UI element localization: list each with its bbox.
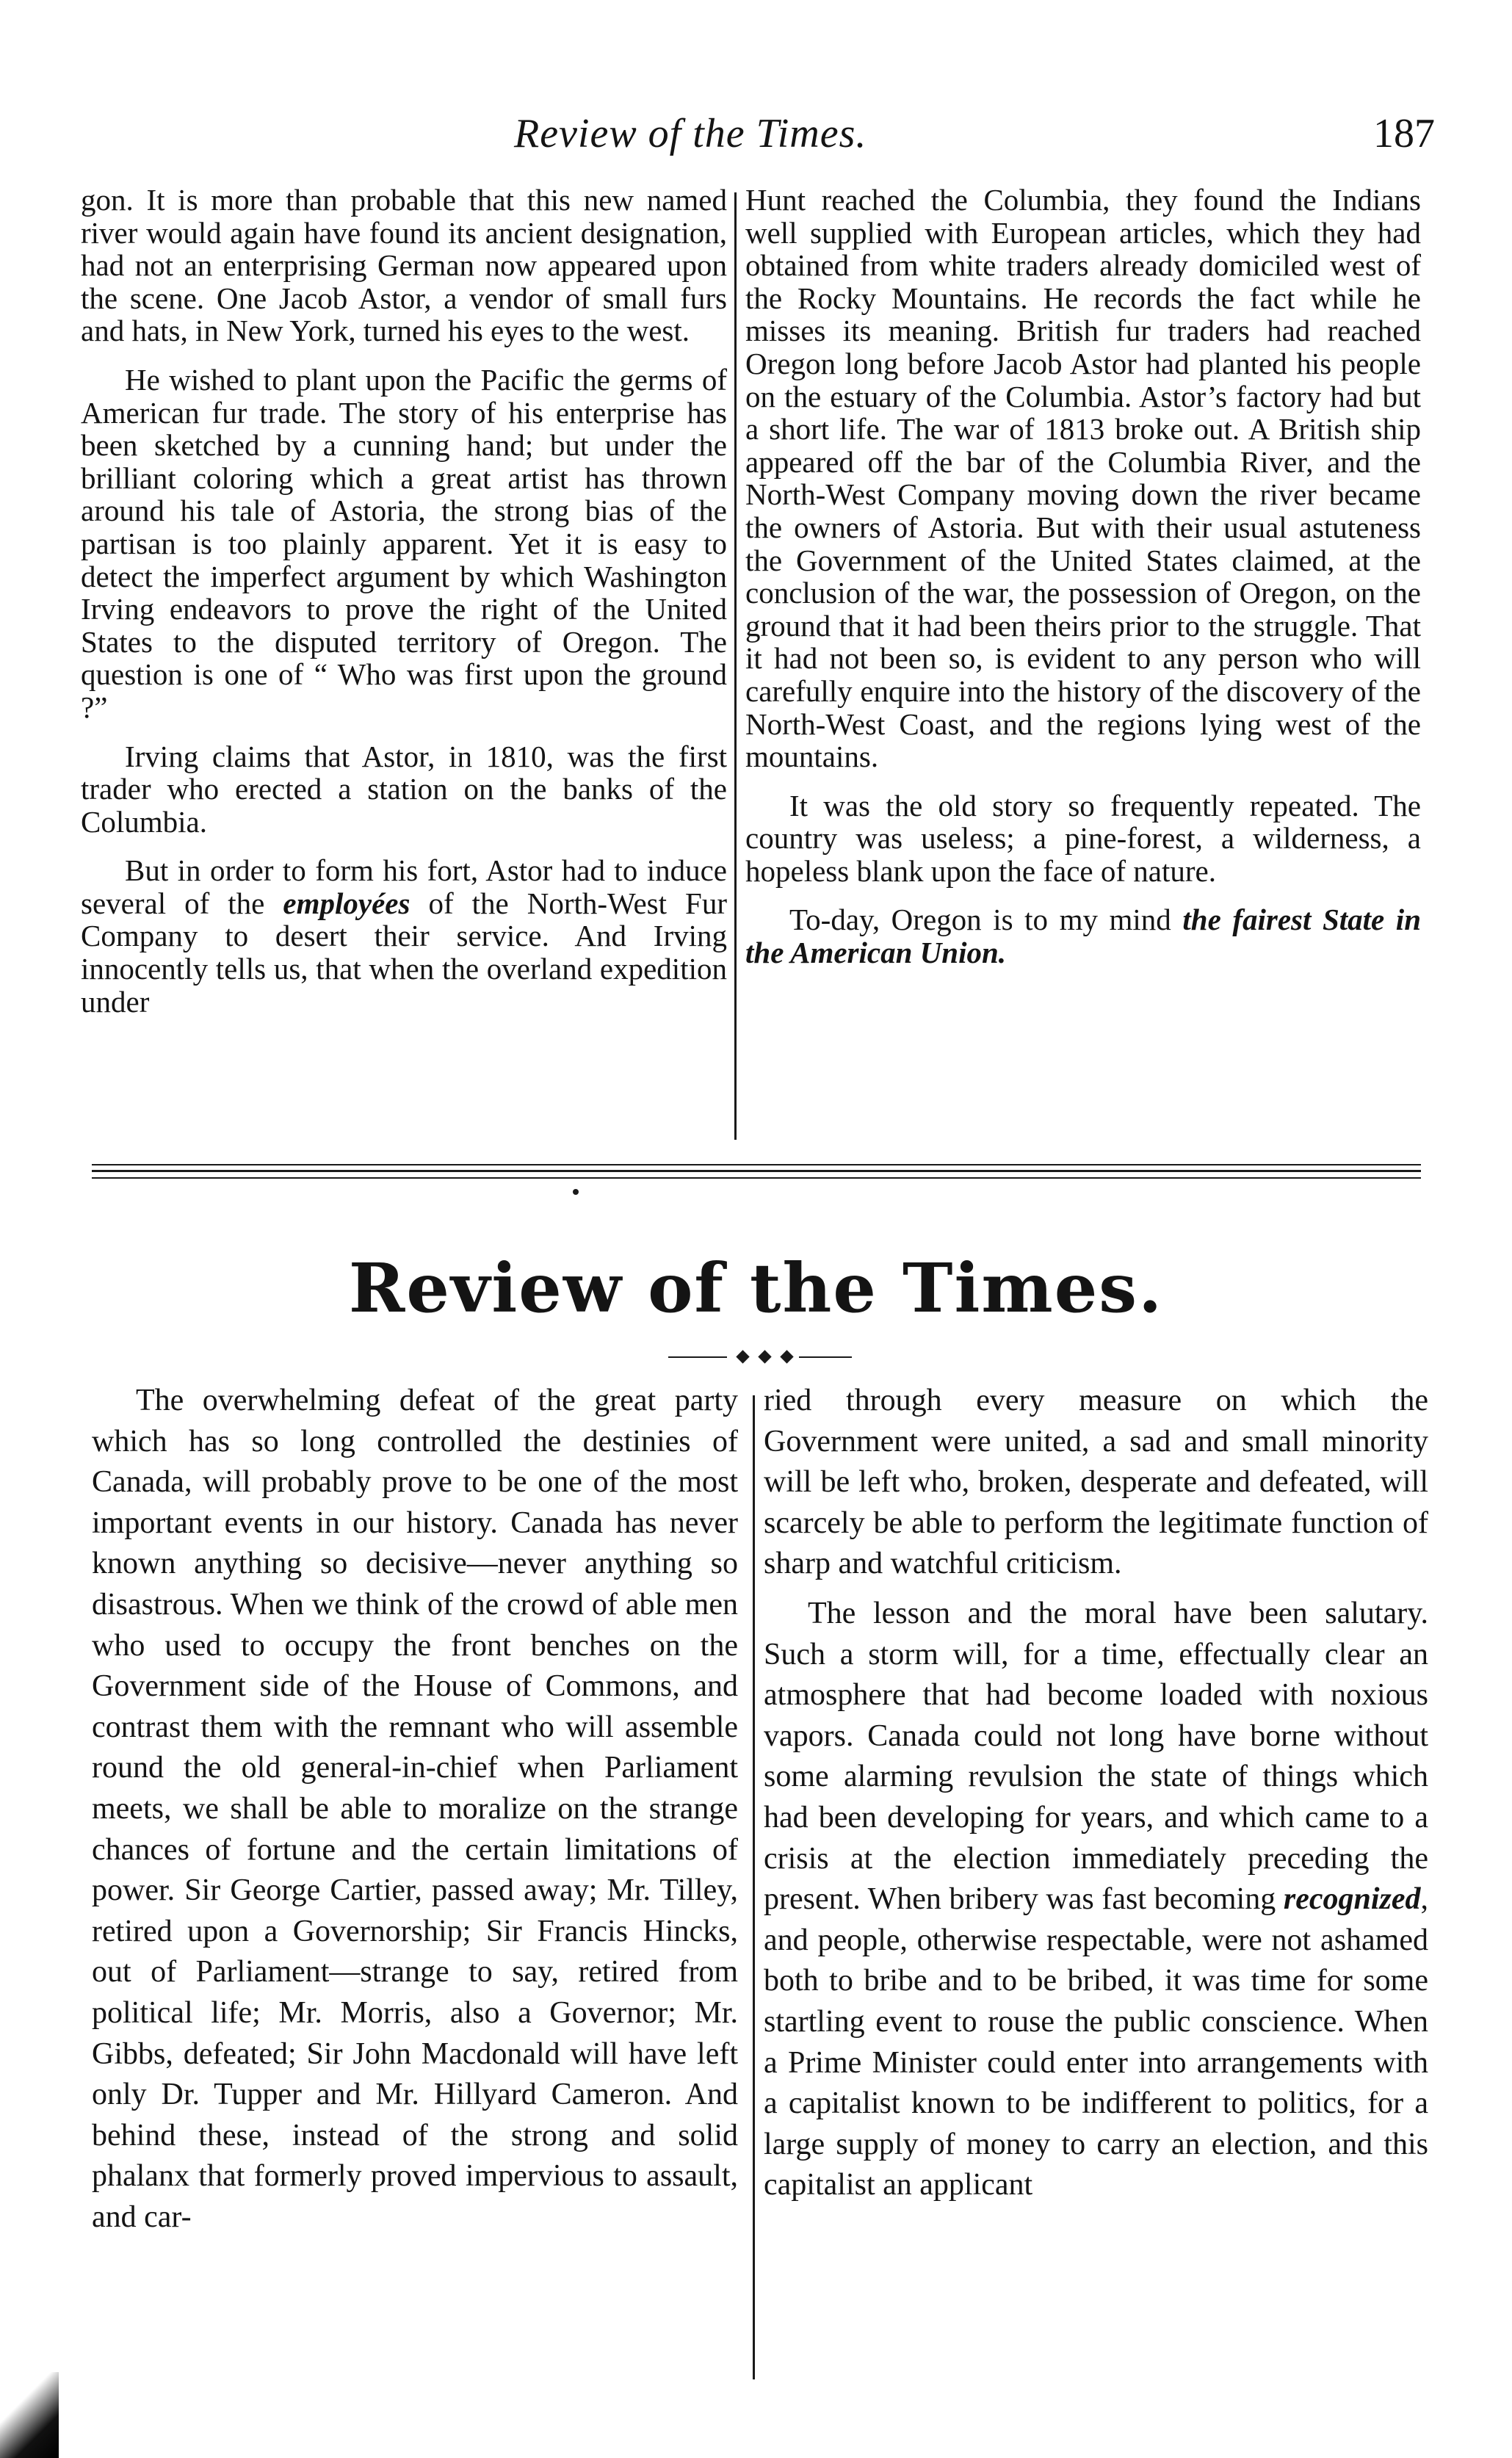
running-title: Review of the Times.: [514, 111, 867, 156]
text-run: The lesson and the moral have been salutary. Such a storm will, for a time, effectually clear an atmosphere that had become loaded with noxious vapors. Canada could not long have borne without some alarming revulsion the state of things which had been developing for years, and which came to a crisis at the election immediately preceding the present. When bribery was fast becoming: [764, 1596, 1428, 1917]
divider-line: [92, 1177, 1421, 1179]
paragraph: gon. It is more than probable that this new named river would again have found its ancient designation, had not an enterprising German now appeared upon the scene. One Jacob Astor, a vendor of small furs and hats, in New York, turned his eyes to the west.: [81, 183, 727, 348]
emphasis: the fairest State in the American Union.: [745, 903, 1421, 970]
paragraph: [764, 1594, 1428, 2206]
paragraph: ried through every measure on which the Government were united, a sad and small minority will be left who, broken, desperate and defeated, will scarcely be able to perform the legitimate function of sharp and watchful criticism.: [764, 1384, 1428, 1581]
paragraph: He wished to plant upon the Pacific the germs of American fur trade. The story of his enterprise has been sketched by a cunning hand; but under the brilliant coloring which a great artist has thrown around his tale of Astoria, the strong bias of the partisan is too plainly apparent. Yet it is easy to detect the imperfect argument by which Washington Irving endeavors to prove the right of the United States to the disputed territory of Oregon. The question is one of “ Who was first upon the ground ?”: [81, 362, 727, 724]
bottom-right-column: [764, 1381, 1428, 2357]
divider-line: [92, 1170, 1421, 1172]
section-title: Review of the Times.: [348, 1248, 1164, 1328]
paragraph: [81, 854, 727, 1018]
emphasis: recognized: [1283, 1882, 1421, 1917]
paragraph: [745, 903, 1421, 969]
ornament-bar: [799, 1356, 852, 1358]
page-fold-shadow: [0, 2372, 59, 2458]
ornament-bar: [668, 1356, 727, 1358]
paragraph: Irving claims that Astor, in 1810, was the first trader who erected a station on the banks of the Columbia.: [81, 739, 727, 839]
divider-line: [92, 1164, 1421, 1165]
page-number: 187: [1373, 111, 1435, 156]
paragraph: The overwhelming defeat of the great party which has so long controlled the destinies of Canada, will probably prove to be one of the most important events in our history. Canada has never known anything so decisive—never anything so disastrous. When we think of the crowd of able men who used to occupy the front benches on the Government side of the House of Commons, and contrast them with the remnant who will assemble round the old general-in-chief when Parliament meets, we shall be able to moralize on the strange chances of fortune and the certain limitations of power. Sir George Cartier, passed away; Mr. Tilley, retired upon a Governorship; Sir Francis Hincks, out of Parliament—strange to say, retired from political life; Mr. Morris, also a Governor; Mr. Gibbs, defeated; Sir John Macdonald will have left only Dr. Tupper and Mr. Hillyard Cameron. And behind these, instead of the strong and solid phalanx that formerly proved impervious to assault, and car-: [92, 1384, 738, 2234]
text-run: , and people, otherwise respectable, were not ashamed both to bribe and to be bribed, it was time for some startling event to rouse the public conscience. When a Prime Minister could enter into arrangements with a capitalist known to be indifferent to politics, for a large supply of money to carry an election, and this capitalist an applicant: [764, 1882, 1428, 2202]
section-divider: [92, 1164, 1421, 1193]
column-rule: [753, 1395, 755, 2379]
title-ornament: [668, 1351, 852, 1363]
bottom-left-column: [92, 1381, 738, 2357]
text-run: of the North-West Fur Company to desert their service. And Irving innocently tells us, that when the overland expedition under: [81, 886, 727, 1019]
text-run: But in order to form his fort, Astor had to induce several of the: [81, 853, 727, 920]
ornament-diamond: [758, 1350, 771, 1363]
ornament-diamond: [780, 1350, 793, 1363]
text-run: To-day, Oregon is to my mind: [789, 903, 1183, 937]
running-head: [0, 110, 1512, 169]
top-left-column: [81, 184, 727, 1138]
paragraph: It was the old story so frequently repeated. The country was useless; a pine-forest, a wilderness, a hopeless blank upon the face of nature.: [745, 788, 1421, 888]
ornament-diamond: [736, 1350, 749, 1363]
emphasis: employées: [283, 886, 410, 920]
divider-dot: [573, 1189, 579, 1195]
paragraph: Hunt reached the Columbia, they found the Indians well supplied with European articles, which they had obtained from white traders already domiciled west of the Rocky Mountains. He records the fact while he misses its meaning. British fur traders had reached Oregon long before Jacob Astor had planted his people on the estuary of the Columbia. Astor’s factory had but a short life. The war of 1813 broke out. A British ship appeared off the bar of the Columbia River, and the North-West Company moving down the river became the owners of Astoria. But with their usual astuteness the Government of the United States claimed, at the conclusion of the war, the possession of Oregon, on the ground that it had been theirs prior to the struggle. That it had not been so, is evident to any person who will carefully enquire into the history of the discovery of the North-West Coast, and the regions lying west of the mountains.: [745, 183, 1421, 774]
column-rule: [734, 192, 737, 1140]
top-right-column: [745, 184, 1421, 1138]
